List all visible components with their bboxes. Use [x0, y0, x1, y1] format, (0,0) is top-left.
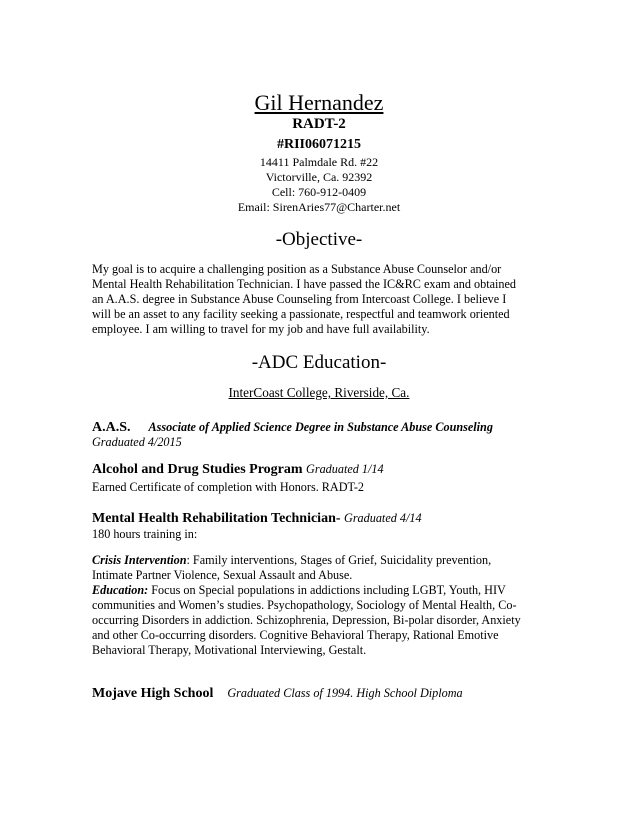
credential: RADT-2: [292, 116, 346, 132]
mhrt-hours: 180 hours training in:: [92, 527, 198, 541]
aas-abbr: A.A.S.: [92, 420, 131, 435]
email: Email: SirenAries77@Charter.net: [237, 200, 401, 214]
objective-line: will be an asset to any facility seeking a passionate, respectful and teamwork oriented: [92, 307, 510, 321]
mhrt-graduated: Graduated 4/14: [344, 511, 422, 525]
aas-heading: [92, 420, 493, 436]
ads-graduated: Graduated 1/14: [306, 462, 384, 476]
phone: Cell: 760-912-0409: [271, 185, 367, 199]
education-label: Education:: [92, 583, 149, 597]
license-id: #RII06071215: [276, 137, 361, 152]
education-title: -ADC Education-: [251, 352, 387, 373]
crisis-line-2: Intimate Partner Violence, Sexual Assault and Abuse.: [92, 568, 353, 582]
mojave-heading: [92, 686, 463, 702]
objective-title: -Objective-: [275, 229, 363, 250]
ads-title: Alcohol and Drug Studies Program: [92, 462, 303, 477]
mhrt-heading: [92, 511, 422, 527]
mojave-detail: Graduated Class of 1994. High School Diploma: [227, 686, 463, 700]
mhrt-title: Mental Health Rehabilitation Technician-: [92, 511, 341, 526]
education-detail-line: communities and Women’s studies. Psychopathology, Sociology of Mental Health, Co-: [92, 598, 517, 612]
education-line: [92, 583, 552, 598]
education-text: Focus on Special populations in addictions including LGBT, Youth, HIV: [148, 583, 506, 597]
school-name: InterCoast College, Riverside, Ca.: [228, 385, 410, 400]
crisis-label: Crisis Intervention: [92, 553, 187, 567]
objective-paragraph: [92, 262, 552, 337]
ads-heading: [92, 462, 384, 478]
candidate-name: Gil Hernandez: [254, 90, 384, 115]
objective-line: an A.A.S. degree in Substance Abuse Counseling from Intercoast College. I believe I: [92, 292, 507, 306]
ads-detail: Earned Certificate of completion with Honors. RADT-2: [92, 480, 365, 494]
crisis-text: : Family interventions, Stages of Grief, Suicidality prevention,: [186, 553, 492, 567]
address-line-1: 14411 Palmdale Rd. #22: [259, 155, 379, 169]
crisis-line: [92, 553, 552, 568]
aas-graduated: Graduated 4/2015: [92, 435, 182, 449]
mojave-title: Mojave High School: [92, 686, 214, 701]
objective-line: My goal is to acquire a challenging position as a Substance Abuse Counselor and/or: [92, 262, 502, 276]
address-line-2: Victorville, Ca. 92392: [265, 170, 373, 184]
objective-line: Mental Health Rehabilitation Technician. I have passed the IC&RC exam and obtained: [92, 277, 517, 291]
education-detail-line: and other Co-occurring disorders. Cognitive Behavioral Therapy, Rational Emotive: [92, 628, 499, 642]
education-detail-line: occurring Disorders in addiction. Schizophrenia, Depression, Bi-polar disorder, Anxiety: [92, 613, 521, 627]
aas-full-title: Associate of Applied Science Degree in Substance Abuse Counseling: [148, 420, 493, 434]
education-detail-line: Behavioral Therapy, Motivational Interviewing, Gestalt.: [92, 643, 367, 657]
objective-line: employee. I am willing to travel for my job and have full availability.: [92, 322, 430, 336]
mhrt-details: [92, 553, 552, 658]
